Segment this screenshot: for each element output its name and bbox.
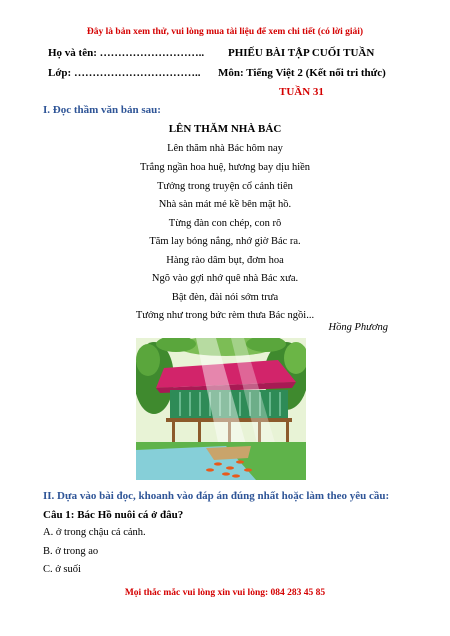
poem-line: Trắng ngần hoa huệ, hương bay dịu hiền (139, 162, 311, 173)
sheet-title: PHIẾU BÀI TẬP CUỐI TUẦN (228, 47, 375, 59)
poem-line: Tưởng trong truyện cổ cảnh tiên (157, 181, 293, 192)
subject-label: Môn: Tiếng Việt 2 (Kết nối tri thức) (218, 67, 386, 79)
section-2-heading: II. Dựa vào bài đọc, khoanh vào đáp án đúng nhất hoặc làm theo yêu cầu: (43, 490, 390, 502)
poem-line: Tưởng như trong bức rèm thưa Bác ngồi... (135, 310, 315, 321)
class-field-label: Lớp: …………………………….. (48, 67, 201, 79)
poem-line: Ngõ vào gợi nhớ quê nhà Bác xưa. (151, 273, 299, 284)
poem-line: Nhà sàn mát mẻ kề bên mặt hồ. (158, 199, 292, 210)
contact-footer: Mọi thắc mắc vui lòng xin vui lòng: 084 283 45 85 (124, 588, 326, 598)
poem-line: Hàng rào dâm bụt, đơm hoa (166, 255, 284, 266)
poem-line: Tăm lay bóng nắng, nhớ giờ Bác ra. (149, 236, 301, 247)
option-c[interactable]: C. ở suối (43, 564, 81, 575)
stilt-house-illustration (136, 338, 306, 480)
question-1: Câu 1: Bác Hồ nuôi cá ở đâu? (43, 509, 184, 521)
poem-line: Lên thăm nhà Bác hôm nay (167, 143, 283, 154)
option-b[interactable]: B. ở trong ao (43, 546, 99, 557)
option-a[interactable]: A. ở trong chậu cá cảnh. (43, 527, 146, 538)
poem-line: Từng đàn con chép, con rô (168, 218, 282, 229)
preview-notice: Đây là bản xem thử, vui lòng mua tài liệu để xem chi tiết (có lời giải) (86, 27, 364, 37)
poem-author: Hồng Phương (328, 322, 388, 333)
section-1-heading: I. Đọc thầm văn bản sau: (43, 104, 161, 116)
week-label: TUẦN 31 (279, 86, 324, 98)
name-field-label: Họ và tên: ……………………….. (48, 47, 205, 59)
poem-title: LÊN THĂM NHÀ BÁC (168, 123, 282, 135)
poem-line: Bật đèn, đài nói sớm trưa (171, 292, 279, 303)
